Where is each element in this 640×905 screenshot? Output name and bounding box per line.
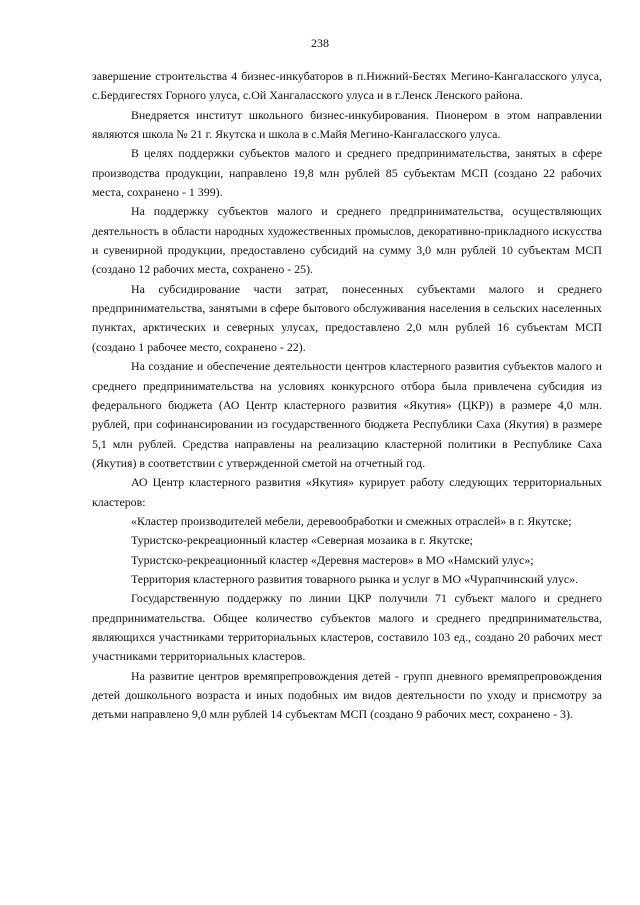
paragraph-8: «Кластер производителей мебели, деревообработки и смежных отраслей» в г. Якутске;: [131, 513, 572, 528]
document-body: [92, 67, 602, 725]
paragraph-1: завершение строительства 4 бизнес-инкубаторов в п.Нижний-Бестях Мегино-Кангаласского улуса, с.Бердигестях Горного улуса, с.Ой Хангаласского улуса и в г.Ленск Ленского района.: [92, 69, 602, 103]
paragraph-6: На создание и обеспечение деятельности центров кластерного развития субъектов малого и среднего предпринимательства на условиях конкурсного отбора была привлечена субсидия из федерального бюджета (АО Центр кластерного развития «Якутия» (ЦКР)) в размере 4,0 млн. рублей, при софинансировании из государственного бюджета Республики Саха (Якутия) в размере 5,1 млн рублей. Средства направлены на реализацию кластерной политики в Республике Саха (Якутия) в соответствии с утвержденной сметой на отчетный год.: [92, 359, 602, 470]
paragraph-3: В целях поддержки субъектов малого и среднего предпринимательства, занятых в сфере производства продукции, направлено 19,8 млн рублей 85 субъектам МСП (создано 22 рабочих места, сохранено - 1 399).: [92, 146, 602, 200]
paragraph-13: На развитие центров времяпрепровождения детей - групп дневного времяпрепровождения детей дошкольного возраста и иных подобных им видов деятельности по уходу и присмотру за детьми направлено 9,0 млн рублей 14 субъектам МСП (создано 9 рабочих мест, сохранено - 3).: [92, 668, 602, 722]
paragraph-9: Туристско-рекреационный кластер «Северная мозаика в г. Якутске;: [131, 533, 473, 548]
paragraph-7: АО Центр кластерного развития «Якутия» курирует работу следующих территориальных кластеров:: [92, 475, 602, 509]
paragraph-5: На субсидирование части затрат, понесенных субъектами малого и среднего предпринимательства, занятыми в сфере бытового обслуживания населения в сельских населенных пунктах, арктических и северных улусах, предоставлено 2,0 млн рублей 16 субъектам МСП (создано 1 рабочее место, сохранено - 22).: [92, 281, 602, 354]
paragraph-11: Территория кластерного развития товарного рынка и услуг в МО «Чурапчинский улус».: [131, 571, 579, 586]
paragraph-4: На поддержку субъектов малого и среднего предпринимательства, осуществляющих деятельность в области народных художественных промыслов, декоративно-прикладного искусства и сувенирной продукции, предоставлено субсидий на сумму 3,0 млн рублей 10 субъектам МСП (создано 12 рабочих места, сохранено - 25).: [92, 204, 602, 277]
page-number: 238: [311, 36, 329, 50]
paragraph-2: Внедряется институт школьного бизнес-инкубирования. Пионером в этом направлении являются школа № 21 г. Якутска и школа в с.Майя Мегино-Кангаласского улуса.: [92, 107, 602, 142]
paragraph-10: Туристско-рекреационный кластер «Деревня мастеров» в МО «Намский улус»;: [131, 552, 534, 567]
paragraph-12: Государственную поддержку по линии ЦКР получили 71 субъект малого и среднего предпринимательства. Общее количество субъектов малого и среднего предпринимательства, являющихся участниками территориальных кластеров, составило 103 ед., создано 20 рабочих мест участниками территориальных кластеров.: [92, 591, 602, 664]
